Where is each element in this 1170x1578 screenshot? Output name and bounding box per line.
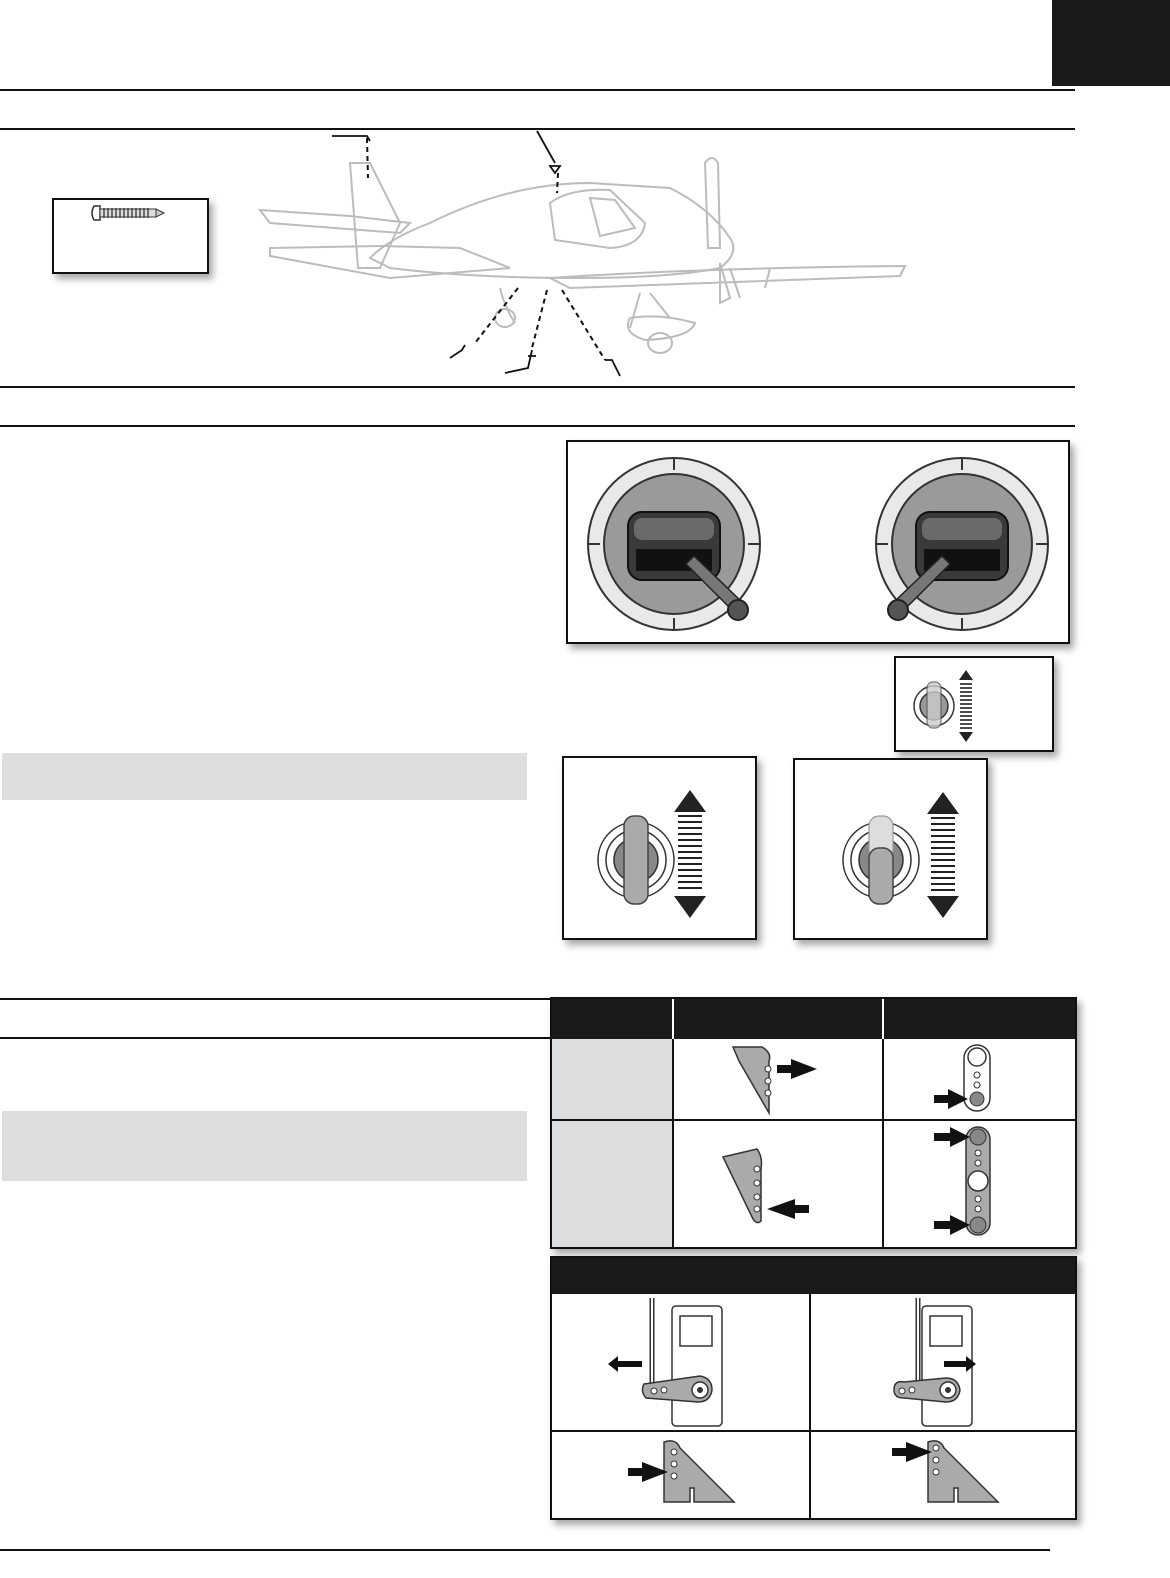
switch-down-figure	[793, 758, 988, 940]
servo-arm-icon	[934, 1041, 1034, 1121]
screw-icon	[90, 203, 170, 223]
section-rule	[0, 1037, 550, 1039]
table-divider	[672, 1039, 674, 1247]
footer-rule	[0, 1549, 1050, 1551]
gimbal-left-icon	[586, 454, 766, 634]
servo-with-pushrod-icon	[602, 1298, 742, 1428]
servo-arm-icon	[934, 1123, 1034, 1243]
servo-direction-table	[550, 1256, 1077, 1520]
airplane-illustration	[250, 128, 950, 388]
section-rule	[0, 998, 550, 1000]
toggle-switch-down-icon	[795, 760, 985, 940]
section-rule	[0, 425, 1075, 427]
control-horn-icon	[727, 1041, 827, 1121]
table-divider	[809, 1294, 811, 1518]
toggle-switch-up-icon	[564, 758, 754, 938]
control-horn-icon	[888, 1432, 1028, 1522]
table-header	[552, 1258, 1075, 1294]
control-horn-icon	[624, 1432, 764, 1522]
switch-up-figure	[562, 756, 757, 940]
page-tab	[1052, 0, 1170, 86]
section-rule	[0, 386, 1075, 388]
table-row-header	[552, 1039, 672, 1247]
control-horn-table	[550, 997, 1077, 1249]
note-shaded-bar	[2, 1111, 527, 1181]
section-rule	[0, 89, 1075, 91]
note-shaded-bar	[2, 753, 527, 800]
table-header	[552, 999, 1075, 1039]
switch-small-figure	[894, 656, 1054, 752]
servo-with-pushrod-icon	[872, 1298, 1012, 1428]
table-divider	[672, 999, 674, 1039]
gimbal-right-icon	[874, 454, 1054, 634]
table-divider	[882, 1039, 884, 1247]
table-divider	[882, 999, 884, 1039]
hardware-callout-box	[52, 198, 209, 274]
transmitter-gimbal-figure	[566, 440, 1070, 644]
toggle-switch-position-icon	[896, 658, 1046, 750]
control-horn-icon	[717, 1129, 817, 1239]
